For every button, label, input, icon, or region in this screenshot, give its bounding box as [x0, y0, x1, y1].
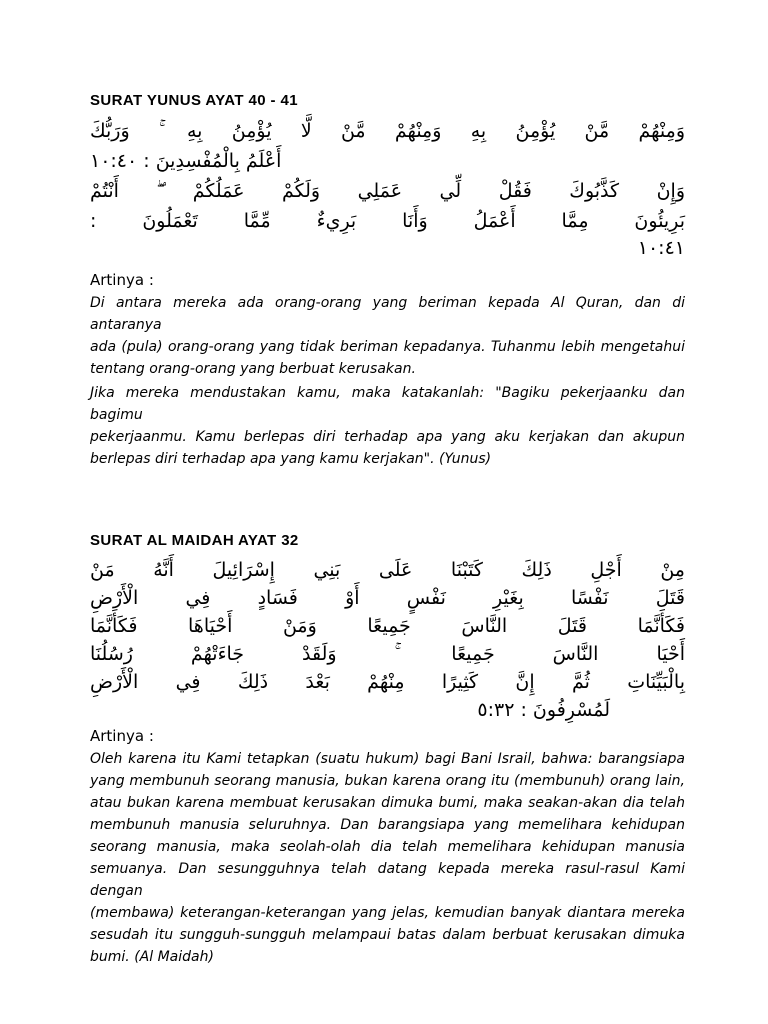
heading-surat-al-maidah: SURAT AL MAIDAH AYAT 32: [90, 532, 299, 549]
text-line: sesudah itu sungguh-sungguh melampaui batas dalam berbuat kerusakan dimuka: [90, 927, 685, 943]
section-surat-al-maidah: [90, 532, 685, 968]
text-line: membunuh manusia seluruhnya. Dan barangsiapa yang memelihara kehidupan: [90, 817, 685, 833]
text-line: semuanya. Dan sesungguhnya telah datang kepada mereka rasul-rasul Kami dengan: [90, 861, 685, 899]
heading-surat-yunus: SURAT YUNUS AYAT 40 - 41: [90, 92, 298, 109]
text-line: أَعْلَمُ بِالْمُفْسِدِينَ : ١٠:٤٠: [90, 150, 282, 172]
text-line: Jika mereka mendustakan kamu, maka katakanlah: "Bagiku pekerjaanku dan bagimu: [90, 385, 685, 423]
translation-paragraph-yunus-41: [90, 382, 685, 470]
text-line: yang membunuh seorang manusia, bukan karena orang itu (membunuh) orang lain,: [90, 773, 685, 789]
translation-paragraph-al-maidah-32: [90, 748, 685, 968]
translation-label: Artinya :: [90, 271, 154, 289]
text-line: فَكَأَنَّمَا قَتَلَ النَّاسَ جَمِيعًا وَمَنْ أَحْيَاهَا فَكَأَنَّمَا: [90, 615, 685, 637]
text-line: لَمُسْرِفُونَ : ٥:٣٢: [477, 699, 610, 721]
arabic-verse-10-40: [90, 116, 685, 176]
text-line: tentang orang-orang yang berbuat kerusakan.: [90, 361, 416, 377]
text-line: pekerjaanmu. Kamu berlepas diri terhadap apa yang aku kerjakan dan akupun: [90, 429, 685, 445]
text-line: Oleh karena itu Kami tetapkan (suatu hukum) bagi Bani Israil, bahwa: barangsiapa: [90, 751, 685, 767]
text-line: مِنْ أَجْلِ ذَلِكَ كَتَبْنَا عَلَى بَنِي إِسْرَائِيلَ أَنَّهُ مَنْ: [90, 559, 685, 581]
text-line: وَإِنْ كَذَّبُوكَ فَقُلْ لِّي عَمَلِي وَلَكُمْ عَمَلُكُمْ ۖ أَنْتُمْ: [90, 180, 685, 202]
text-line: بَرِيئُونَ مِمَّا أَعْمَلُ وَأَنَا بَرِيءٌ مِّمَّا تَعْمَلُونَ :: [90, 210, 685, 232]
text-line: ada (pula) orang-orang yang tidak beriman kepadanya. Tuhanmu lebih mengetahui: [90, 339, 685, 355]
arabic-verse-5-32: [90, 556, 685, 724]
text-line: seorang manusia, maka seolah-olah dia telah memelihara kehidupan manusia: [90, 839, 685, 855]
text-line: قَتَلَ نَفْسًا بِغَيْرِ نَفْسٍ أَوْ فَسَادٍ فِي الْأَرْضِ: [90, 587, 685, 609]
text-line: أَحْيَا النَّاسَ جَمِيعًا ۚ وَلَقَدْ جَاءَتْهُمْ رُسُلُنَا: [90, 643, 685, 665]
section-surat-yunus: [90, 92, 685, 470]
text-line: bumi. (Al Maidah): [90, 949, 214, 965]
text-line: atau bukan karena membuat kerusakan dimuka bumi, maka seakan-akan dia telah: [90, 795, 685, 811]
section-spacer: [90, 470, 685, 532]
text-line: berlepas diri terhadap apa yang kamu kerjakan". (Yunus): [90, 451, 492, 467]
translation-label: Artinya :: [90, 727, 154, 745]
arabic-verse-10-41: [90, 176, 685, 260]
text-line: بِالْبَيِّنَاتِ ثُمَّ إِنَّ كَثِيرًا مِنْهُمْ بَعْدَ ذَلِكَ فِي الْأَرْضِ: [90, 671, 685, 693]
text-line: وَمِنْهُمْ مَّنْ يُؤْمِنُ بِهِ وَمِنْهُمْ مَّنْ لَّا يُؤْمِنُ بِهِ ۚ وَرَبُّكَ: [90, 120, 685, 142]
translation-paragraph-yunus-40: [90, 292, 685, 380]
text-line: ١٠:٤١: [637, 237, 685, 259]
text-line: (membawa) keterangan-keterangan yang jelas, kemudian banyak diantara mereka: [90, 905, 685, 921]
text-line: Di antara mereka ada orang-orang yang beriman kepada Al Quran, dan di antaranya: [90, 295, 685, 333]
page-content: [90, 92, 685, 968]
